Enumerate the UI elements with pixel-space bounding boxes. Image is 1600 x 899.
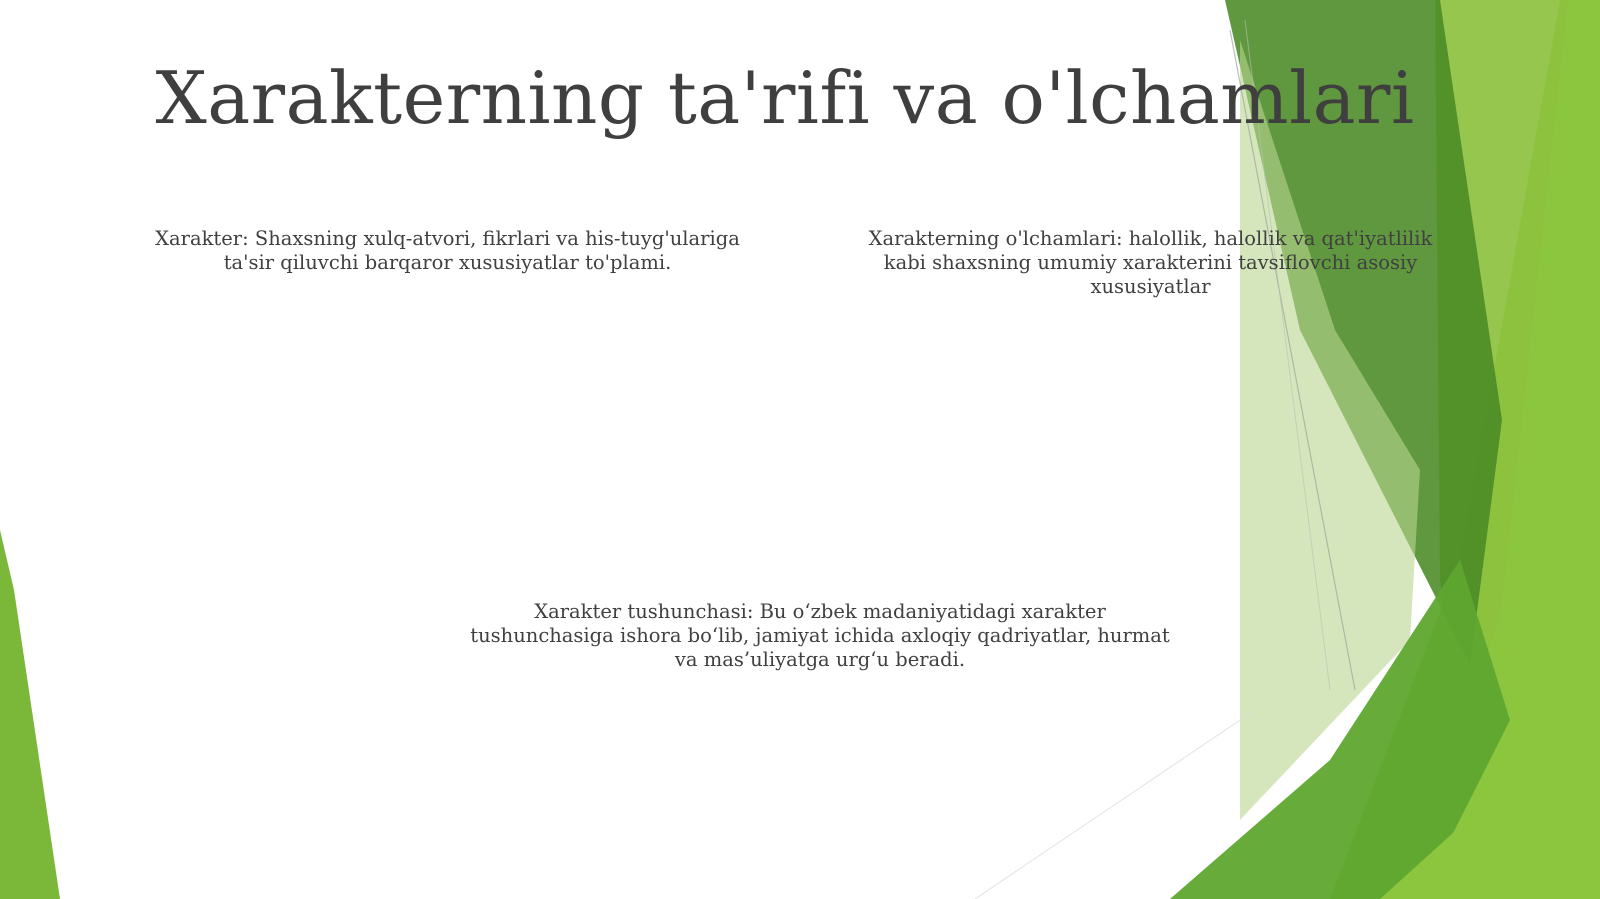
slide-title: Xarakterning ta'rifi va o'lchamlari (155, 56, 1415, 140)
green-band-left (0, 530, 60, 899)
dimensions-text-block: Xarakterning o'lchamlari: halollik, halollik va qat'iyatlilik kabi shaxsning umumiy xarakterini tavsiflovchi asosiy xususiyatlar (868, 227, 1433, 298)
concept-text-block: Xarakter tushunchasi: Bu o‘zbek madaniyatidagi xarakter tushunchasiga ishora bo‘lib, jamiyat ichida axloqiy qadriyatlar, hurmat va mas’uliyatga urg‘u beradi. (470, 600, 1170, 671)
definition-text-block: Xarakter: Shaxsning xulq-atvori, fikrlari va his-tuyg'ulariga ta'sir qiluvchi barqaror xususiyatlar to'plami. (155, 227, 740, 274)
